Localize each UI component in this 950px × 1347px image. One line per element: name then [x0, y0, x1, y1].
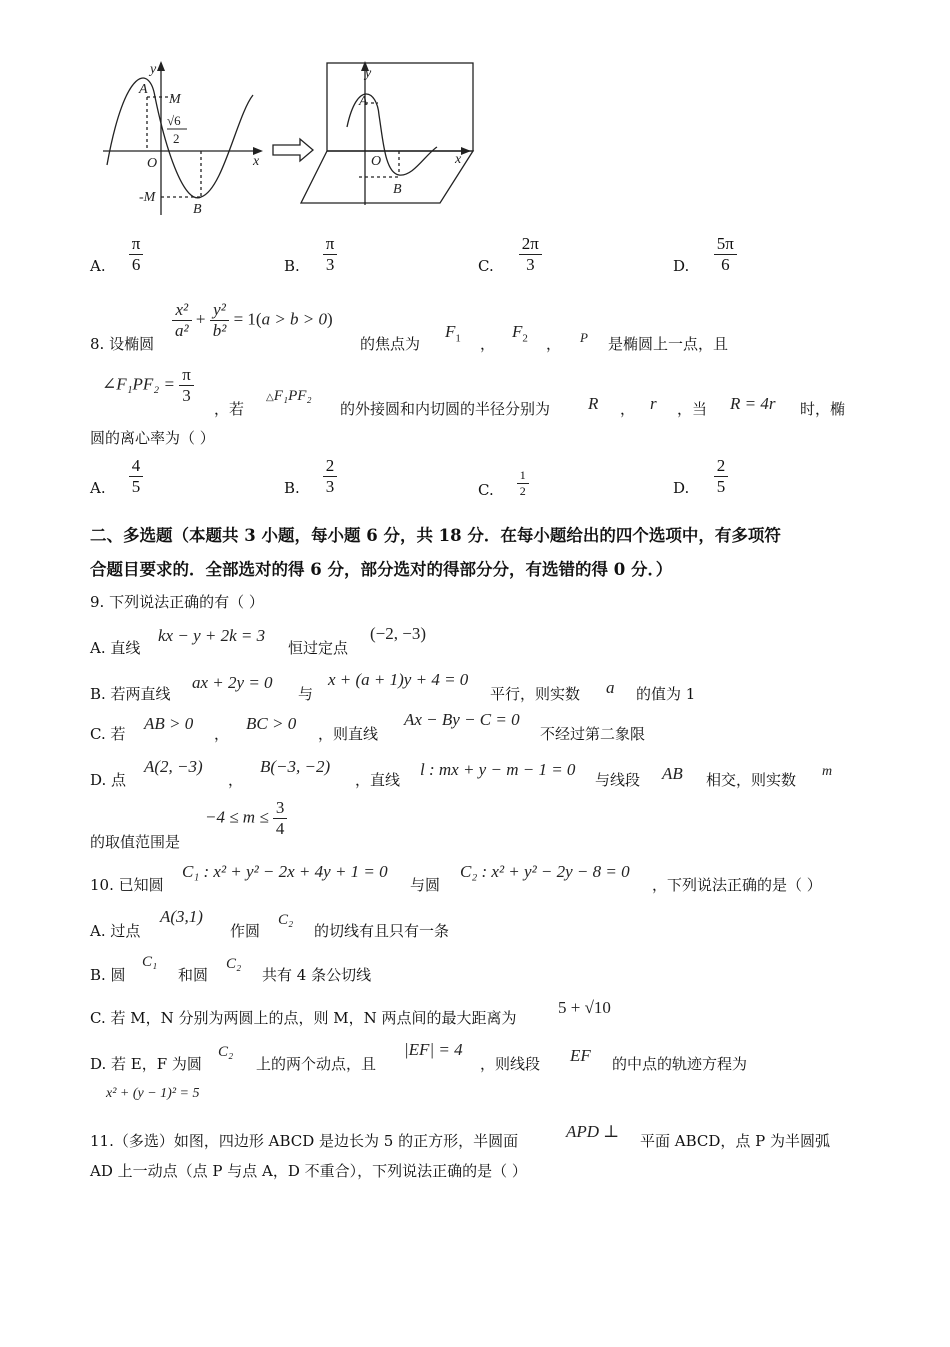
right-label-a: A — [359, 94, 368, 109]
q8-condition: R = 4r — [730, 394, 776, 413]
q8-r-small: r — [650, 394, 657, 413]
right-label-y: y — [365, 66, 372, 81]
q9-d-var: m — [822, 764, 833, 779]
q8-ellipse-eq: $\frac{\text{x²}}{\text{a²}}$ + $\frac{\text{y²}}{\text{b²}}$ = 1(a > b > 0) — [172, 300, 333, 341]
q10-b-pre: B. 圆 — [90, 966, 126, 984]
q11-pre: 11.（多选）如图，四边形 ABCD 是边长为 5 的正方形，半圆面 — [90, 1132, 519, 1150]
q8-radius-text: 的外接圆和内切圆的半径分别为 — [340, 400, 551, 418]
q10-b-mid: 和圆 — [178, 966, 209, 984]
q8-on-text: 是椭圆上一点，且 — [608, 335, 729, 353]
q11-line2: AD 上一动点（点 P 与点 A，D 不重合），下列说法正确的是（ ） — [90, 1162, 527, 1180]
q10-pre: 10. 已知圆 — [90, 876, 164, 894]
q9-d-line: l : mx + y − m − 1 = 0 — [420, 760, 576, 779]
q10-d-end: 的中点的轨迹方程为 — [612, 1055, 748, 1073]
q10-a-pre: A. 过点 — [90, 922, 141, 940]
q11-perp: APD ⊥ — [566, 1122, 620, 1141]
q8-f2: $F_2$ — [512, 322, 528, 345]
left-label-o: O — [147, 156, 158, 171]
q9-a-pre: A. 直线 — [90, 639, 141, 657]
q9-a-mid: 恒过定点 — [288, 639, 349, 657]
q9-d-pre: D. 点 — [90, 771, 127, 789]
q8-option-b: B. $\frac{2}{3}$ — [284, 456, 337, 497]
q10-d-pre: D. 若 E，F 为圆 — [90, 1055, 202, 1073]
q8-intro: 8. 设椭圆 — [90, 335, 155, 353]
q10-b-end: 共有 4 条公切线 — [262, 966, 372, 984]
left-label-y: y — [150, 62, 157, 77]
q9-c-end: 不经过第二象限 — [540, 725, 646, 743]
q9-d-mid2: 与线段 — [595, 771, 641, 789]
q7-option-c: C. $\frac{2\pi}{3}$ — [478, 234, 542, 275]
q8-option-a: A. $\frac{4}{5}$ — [90, 456, 143, 497]
q10-d-locus: x² + (y − 1)² = 5 — [106, 1086, 200, 1101]
q9-d-range: −4 ≤ m ≤ $\frac{3}{4}$ — [205, 798, 287, 839]
left-label-frac-den: 2 — [173, 131, 180, 146]
q9-d-mid: ，直线 — [355, 771, 401, 789]
left-label-neg-m: -M — [139, 190, 156, 205]
q8-r-big: R — [588, 394, 599, 413]
section2-heading-line1: 二、多选题（本题共 3 小题，每小题 6 分，共 18 分．在每小题给出的四个选项中，有多项符 — [90, 526, 781, 545]
q9-b-pre: B. 若两直线 — [90, 685, 171, 703]
q9-b-eq1: ax + 2y = 0 — [192, 673, 273, 692]
q10-b-c2: C₂ — [226, 956, 242, 972]
q9-d-mid3: 相交，则实数 — [706, 771, 797, 789]
q8-triangle: △F₁PF₂ — [266, 388, 312, 404]
q10-a-circle: C₂ — [278, 912, 294, 928]
left-label-frac-num: √6 — [167, 113, 181, 128]
q9-a-point: (−2, −3) — [370, 624, 426, 643]
left-label-a: A — [139, 82, 148, 97]
q7-option-a: A. $\frac{\pi}{6}$ — [90, 234, 143, 275]
q7-option-b-frac: $\frac{\pi}{3}$ — [323, 234, 338, 275]
left-label-b: B — [193, 202, 202, 215]
q10-circle-c1: C₁ : x² + y² − 2x + 4y + 1 = 0 — [182, 862, 388, 881]
section2-heading-line2: 合题目要求的．全部选对的得 6 分，部分选对的得部分分，有选错的得 0 分．） — [90, 560, 673, 579]
q10-a-end: 的切线有且只有一条 — [314, 922, 450, 940]
q9-b-end: 的值为 1 — [636, 685, 696, 703]
q10-circle-c2: C₂ : x² + y² − 2y − 8 = 0 — [460, 862, 630, 881]
q8-point-p: P — [580, 330, 588, 345]
left-label-x: x — [253, 154, 260, 169]
q7-option-d: D. $\frac{5\pi}{6}$ — [673, 234, 737, 275]
q9-d-point-b: B(−3, −2) — [260, 757, 331, 776]
q8-option-c: C. $\frac{1}{2}$ — [478, 468, 529, 499]
q8-focus-text: 的焦点为 — [360, 335, 421, 353]
q10-b-c1: C₁ — [142, 954, 158, 970]
q8-angle-eq: ∠F₁PF₂ = $\frac{\pi}{3}$ — [102, 365, 194, 406]
transform-arrow — [273, 139, 313, 161]
q8-when-text: ，当 — [677, 400, 708, 418]
q8-f1: $F_1$ — [445, 322, 461, 345]
q9-c-pre: C. 若 — [90, 725, 126, 743]
right-label-x: x — [455, 152, 462, 167]
q10-d-segment: EF — [570, 1046, 591, 1065]
q11-post: 平面 ABCD，点 P 为半圆弧 — [640, 1132, 831, 1150]
q10-and: 与圆 — [410, 876, 441, 894]
q10-d-eq: |EF| = 4 — [404, 1040, 463, 1059]
right-vertical-plane — [327, 63, 473, 151]
q9-c-mid: ，则直线 — [318, 725, 379, 743]
q10-d-mid: 上的两个动点，且 — [256, 1055, 377, 1073]
q9-b-mid: 平行，则实数 — [490, 685, 581, 703]
q10-d-mid2: ，则线段 — [480, 1055, 541, 1073]
q9-d-point-a: A(2, −3) — [144, 757, 203, 776]
q10-a-mid: 作圆 — [230, 922, 261, 940]
q8-ellipse-text: 时，椭 — [800, 400, 846, 418]
q9-b-and: 与 — [298, 685, 314, 703]
q9-c-eq2: BC > 0 — [246, 714, 297, 733]
q10-c-text: C. 若 M，N 分别为两圆上的点，则 M，N 两点间的最大距离为 — [90, 1009, 517, 1027]
left-label-m: M — [169, 92, 181, 107]
q9-d-end: 的取值范围是 — [90, 833, 181, 851]
right-label-b: B — [393, 182, 402, 197]
q8-line3: 圆的离心率为（ ） — [90, 429, 215, 447]
q10-c-value: 5 + √10 — [558, 998, 611, 1017]
q9-stem: 9. 下列说法正确的有（ ） — [90, 593, 264, 611]
q9-c-eq3: Ax − By − C = 0 — [404, 710, 520, 729]
q7-option-c-frac: $\frac{2\pi}{3}$ — [519, 234, 542, 275]
q10-post: ，下列说法正确的是（ ） — [652, 876, 822, 894]
right-label-o: O — [371, 154, 382, 169]
q9-a-eq: kx − y + 2k = 3 — [158, 626, 266, 645]
q10-a-point: A(3,1) — [160, 907, 203, 926]
q7-option-b: B. $\frac{\pi}{3}$ — [284, 234, 337, 275]
q8-if-text: ，若 — [214, 400, 245, 418]
q9-b-eq2: x + (a + 1)y + 4 = 0 — [328, 670, 469, 689]
q7-option-a-frac: $\frac{\pi}{6}$ — [129, 234, 144, 275]
q10-d-circle: C₂ — [218, 1044, 234, 1060]
q9-b-var: a — [606, 678, 615, 697]
q8-option-d: D. $\frac{2}{5}$ — [673, 456, 728, 497]
q7-option-d-frac: $\frac{5\pi}{6}$ — [714, 234, 737, 275]
q9-c-eq1: AB > 0 — [144, 714, 194, 733]
q7-figure — [95, 55, 490, 215]
q9-d-segment: AB — [662, 764, 683, 783]
